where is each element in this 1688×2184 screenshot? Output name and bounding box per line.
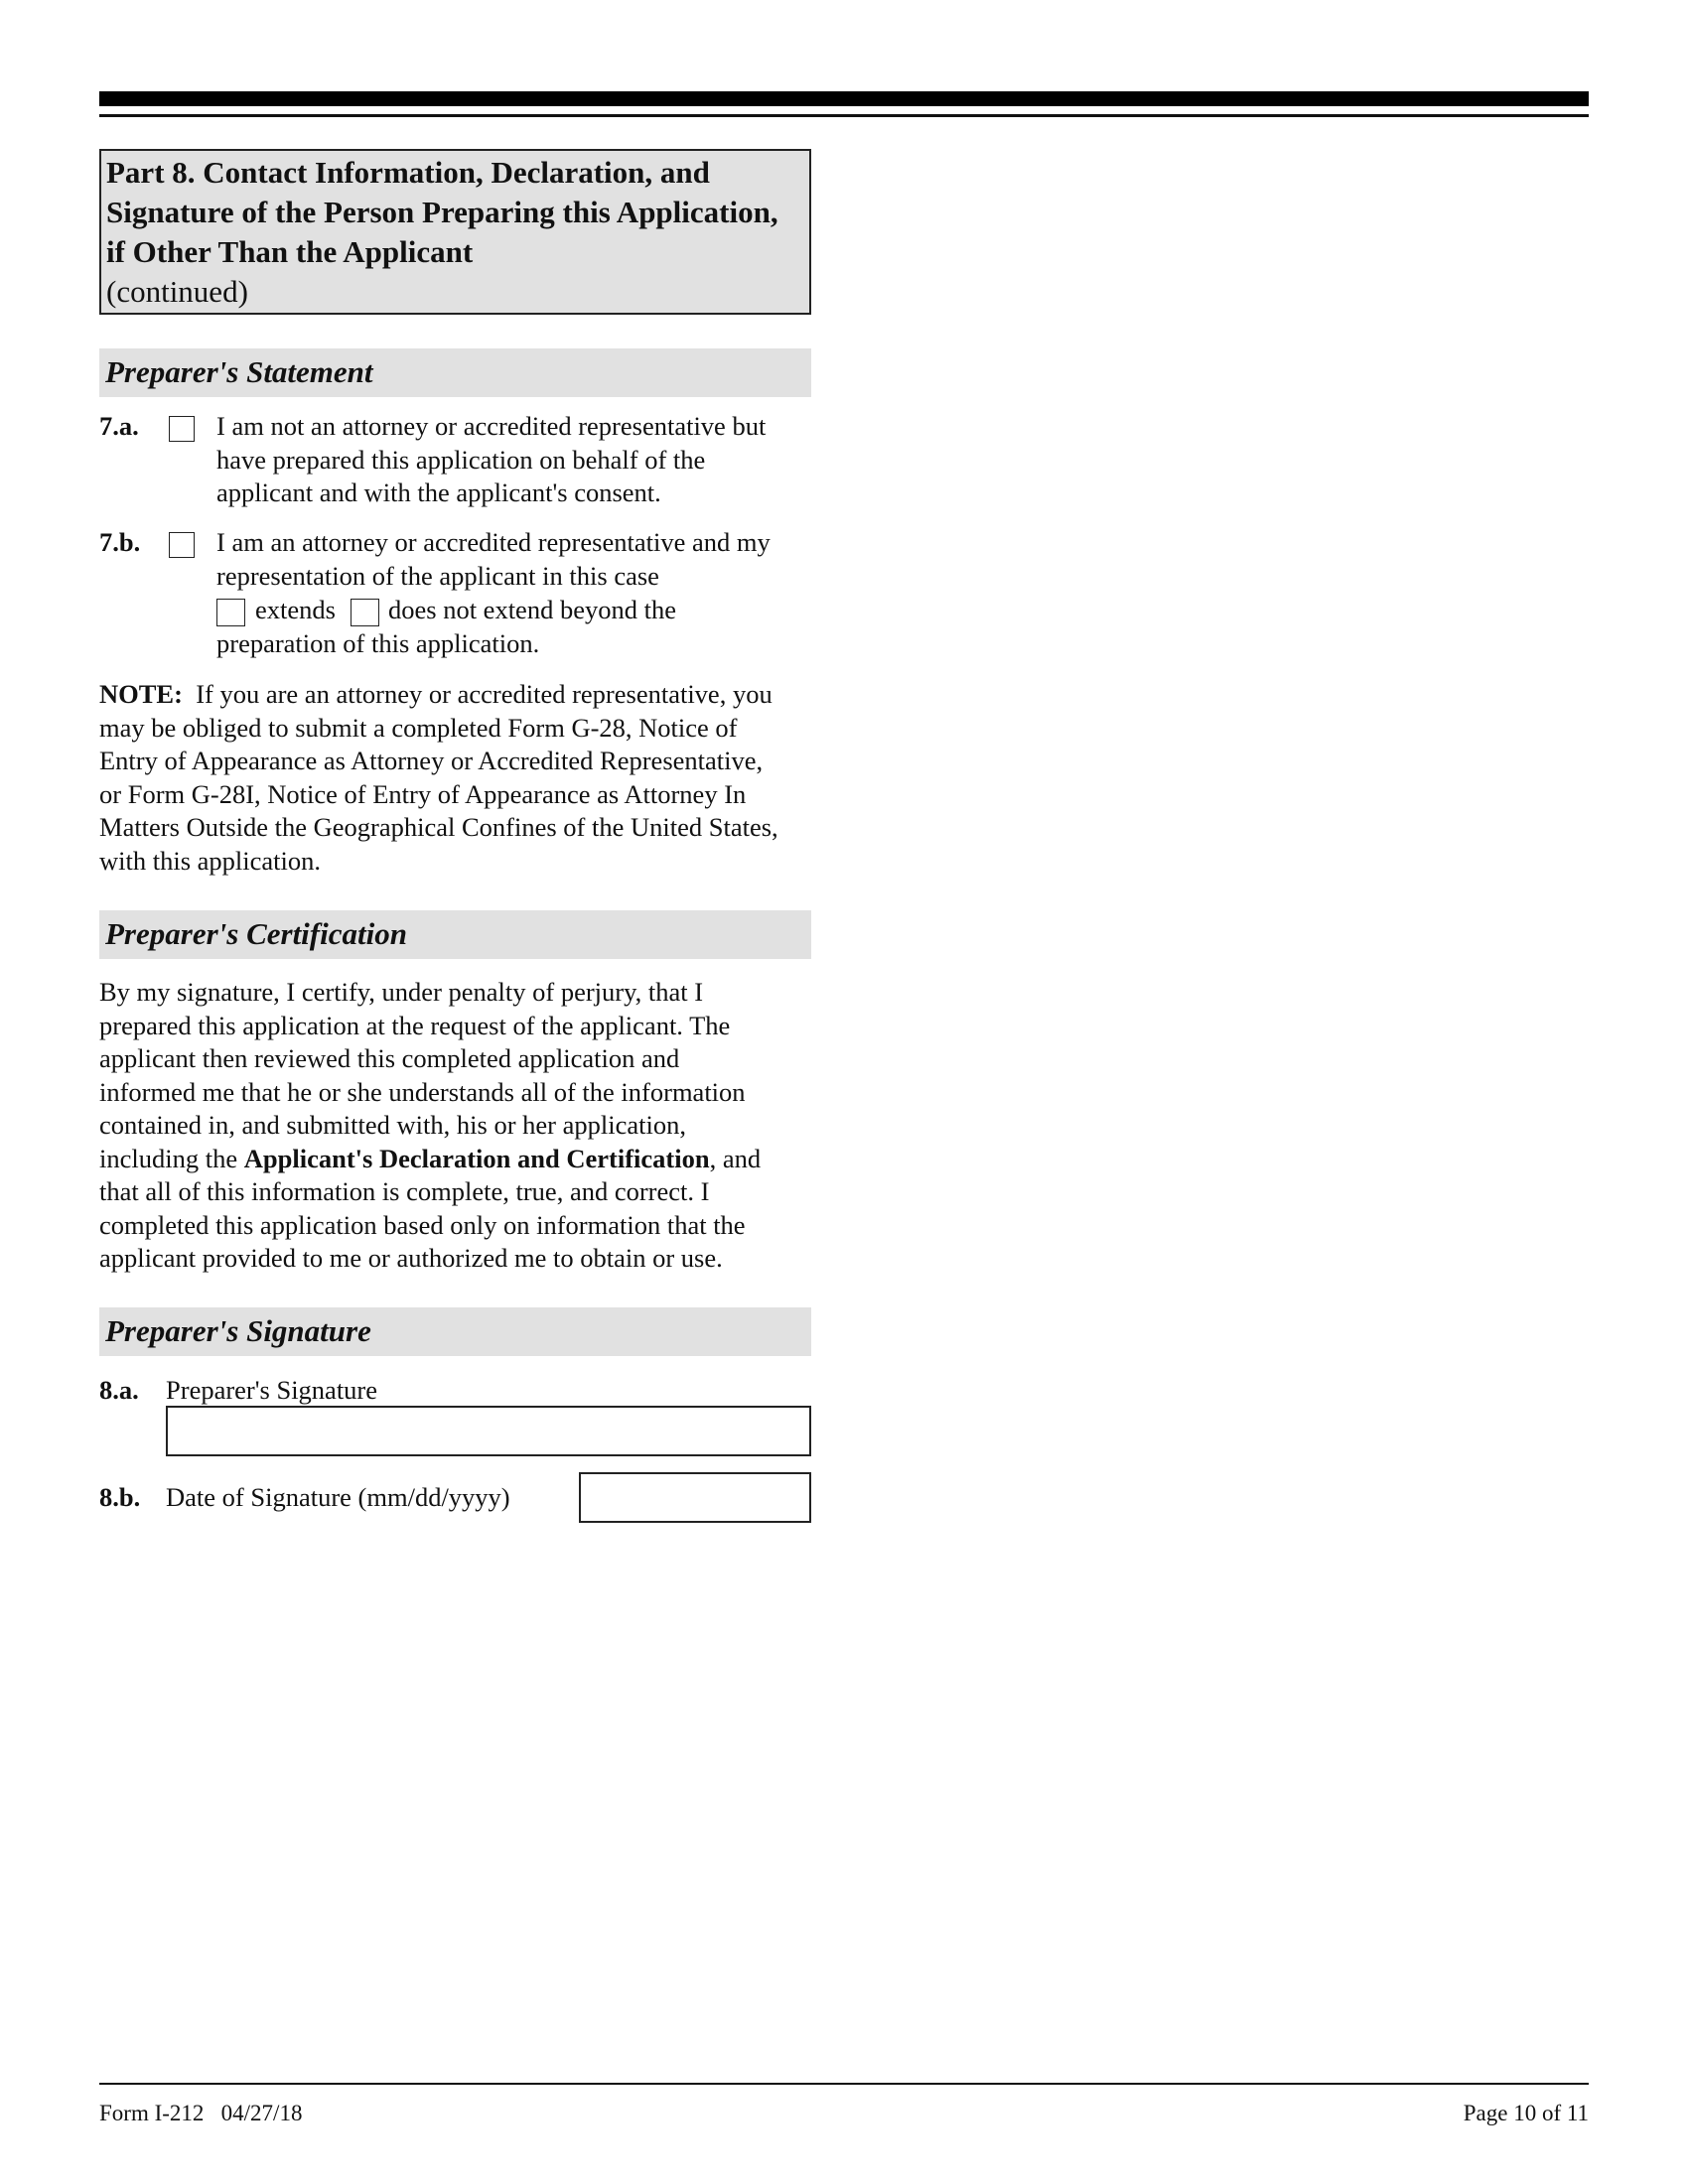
certification-bold-reference: Applicant's Declaration and Certification: [243, 1143, 710, 1173]
note-line: Matters Outside the Geographical Confines of the United States,: [99, 812, 778, 842]
item-8b-label: Date of Signature (mm/dd/yyyy): [166, 1482, 510, 1512]
item-7b-checkbox[interactable]: [169, 532, 195, 558]
certification-line: applicant then reviewed this completed application and: [99, 1043, 680, 1073]
note-line-text: If you are an attorney or accredited representative, you: [196, 679, 773, 709]
item-7a-text: [216, 410, 766, 510]
part-title: Part 8. Contact Information, Declaration, and Signature of the Person Preparing this Application, if Other Than the Applicant: [106, 155, 778, 269]
item-7b-line: representation of the applicant in this case: [216, 560, 659, 591]
certification-line: contained in, and submitted with, his or her application,: [99, 1110, 686, 1140]
extends-checkbox[interactable]: [216, 599, 245, 626]
certification-line-text: including the: [99, 1143, 244, 1173]
note-line: with this application.: [99, 845, 322, 876]
item-7a-line: applicant and with the applicant's consent.: [216, 478, 661, 507]
item-7b-last-line: preparation of this application.: [216, 628, 540, 658]
item-7a-checkbox[interactable]: [169, 416, 195, 442]
item-7a-line: I am not an attorney or accredited representative but: [216, 411, 767, 441]
note-line: [99, 678, 824, 712]
item-7b-text: [216, 526, 771, 593]
certification-line: applicant provided to me or authorized me to obtain or use.: [99, 1243, 723, 1273]
section-heading-signature-text: Preparer's Signature: [105, 1313, 371, 1348]
note-line: or Form G-28I, Notice of Entry of Appearance as Attorney In: [99, 778, 747, 809]
footer-page-number: Page 10 of 11: [1463, 2101, 1589, 2125]
note-line: Entry of Appearance as Attorney or Accredited Representative,: [99, 746, 764, 775]
certification-text: [99, 976, 824, 1276]
certification-line: completed this application based only on information that the: [99, 1209, 746, 1240]
does-not-extend-checkbox[interactable]: [351, 599, 379, 626]
section-heading-statement: [99, 348, 811, 397]
item-7a-line: have prepared this application on behalf of the: [216, 444, 706, 475]
certification-line-text: , and: [709, 1143, 762, 1173]
item-8b-number: 8.b.: [99, 1482, 141, 1512]
preparer-signature-field[interactable]: [166, 1406, 811, 1456]
does-not-extend-label: does not extend beyond the: [388, 595, 676, 624]
item-7a-number: 7.a.: [99, 411, 139, 441]
note-line: may be obliged to submit a completed Form G-28, Notice of: [99, 712, 738, 743]
certification-line: that all of this information is complete, true, and correct. I: [99, 1176, 710, 1206]
footer-rule: [99, 2083, 1589, 2085]
note-label: NOTE:: [99, 679, 183, 709]
item-7b-number: 7.b.: [99, 527, 141, 557]
section-heading-certification-text: Preparer's Certification: [105, 916, 407, 951]
certification-line: [99, 1143, 824, 1176]
note-block: [99, 678, 824, 878]
footer-form-id: Form I-212 04/27/18: [99, 2101, 303, 2125]
item-8a-number: 8.a.: [99, 1375, 139, 1405]
certification-line: informed me that he or she understands all of the information: [99, 1076, 746, 1107]
section-heading-certification: [99, 910, 811, 959]
item-7b-line: I am an attorney or accredited representative and my: [216, 527, 771, 557]
header-thin-rule: [99, 114, 1589, 117]
section-heading-statement-text: Preparer's Statement: [105, 354, 373, 389]
certification-line: prepared this application at the request of the applicant. The: [99, 1010, 731, 1040]
section-heading-signature: [99, 1307, 811, 1356]
item-8a-label: Preparer's Signature: [166, 1375, 378, 1405]
part-header-box: [99, 149, 811, 315]
certification-line: By my signature, I certify, under penalty of perjury, that I: [99, 977, 704, 1007]
date-of-signature-field[interactable]: [579, 1472, 811, 1523]
extends-label: extends: [255, 595, 336, 624]
header-thick-rule: [99, 91, 1589, 106]
part-continued: (continued): [106, 274, 248, 309]
